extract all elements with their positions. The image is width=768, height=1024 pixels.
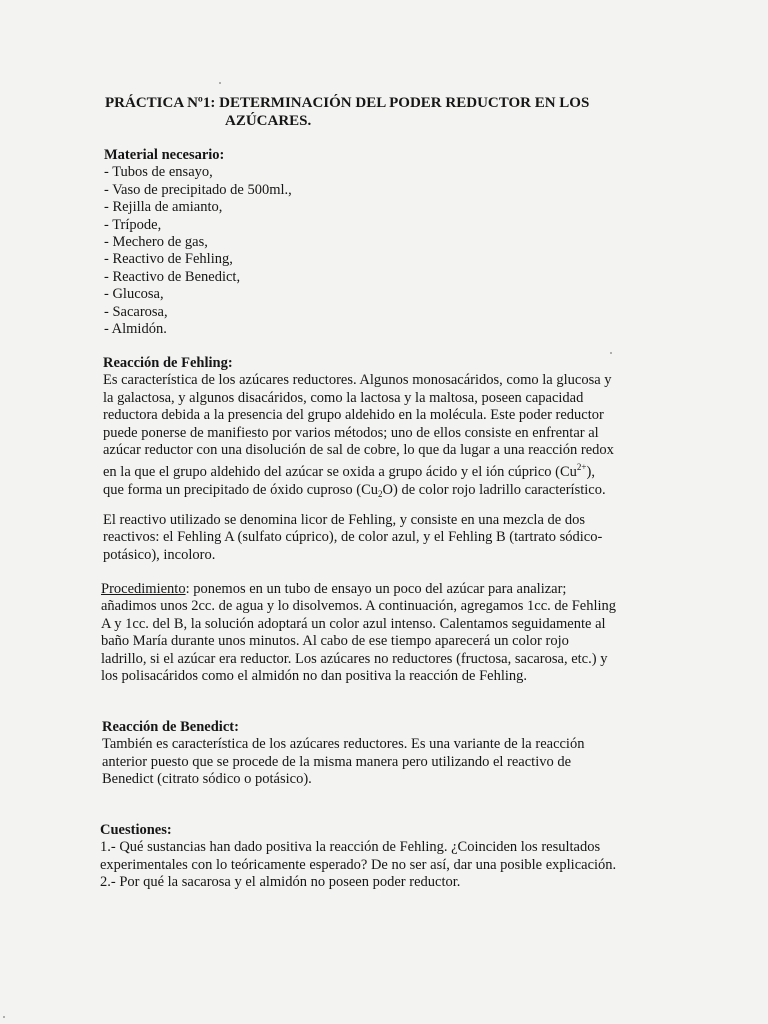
paragraph-line [103, 482, 614, 503]
material-heading: Material necesario: [104, 147, 225, 163]
material-section [104, 147, 292, 338]
title-line-2: AZÚCARES. [225, 113, 312, 129]
scan-speck [610, 352, 612, 354]
fehling-heading: Reacción de Fehling: [103, 355, 233, 371]
question-line: 1.- Qué sustancias han dado positiva la reacción de Fehling. ¿Coinciden los resultados [100, 839, 601, 856]
fehling-reagent-paragraph [103, 512, 602, 564]
paragraph-line: También es característica de los azúcares reductores. Es una variante de la reacción [102, 736, 585, 753]
scan-speck [219, 82, 221, 84]
text-fragment: O) de color rojo ladrillo característico. [382, 481, 606, 498]
material-item: - Vaso de precipitado de 500ml., [104, 181, 292, 198]
material-item: - Tubos de ensayo, [104, 164, 213, 181]
paragraph-line: baño María durante unos minutos. Al cabo de ese tiempo aparecerá un color rojo [101, 633, 569, 650]
questions-heading: Cuestiones: [100, 822, 172, 838]
material-item: - Glucosa, [104, 286, 164, 303]
paragraph-line [103, 459, 614, 481]
question-line: 2.- Por qué la sacarosa y el almidón no poseen poder reductor. [100, 874, 461, 891]
subscript: 2 [378, 488, 383, 499]
material-item: - Almidón. [104, 321, 167, 338]
paragraph-line: Es característica de los azúcares reductores. Algunos monosacáridos, como la glucosa y [103, 372, 612, 389]
question-line: experimentales con lo teóricamente esperado? De no ser así, dar una posible explicación. [100, 856, 617, 873]
paragraph-line: ladrillo, si el azúcar era reductor. Los azúcares no reductores (fructosa, sacarosa, etc.) y [101, 650, 608, 667]
procedure-section [101, 581, 616, 685]
material-item: - Sacarosa, [104, 303, 168, 320]
paragraph-line: azúcar reductor con una disolución de sal de cobre, lo que da lugar a una reacción redox [103, 442, 614, 459]
paragraph-line: anterior puesto que se procede de la misma manera pero utilizando el reactivo de [102, 753, 572, 770]
material-item: - Mechero de gas, [104, 234, 208, 251]
paragraph-line: Benedict (citrato sódico o potásico). [102, 771, 312, 788]
questions-section [100, 822, 616, 892]
material-item: - Reactivo de Fehling, [104, 251, 233, 268]
paragraph-line: potásico), incoloro. [103, 546, 216, 563]
text-fragment: en la que el grupo aldehido del azúcar se oxida a grupo ácido y el ión cúprico (Cu [103, 464, 577, 481]
page-title-line-2 [225, 112, 311, 130]
superscript: 2+ [576, 462, 587, 473]
material-item: - Reactivo de Benedict, [104, 268, 241, 285]
fehling-section [103, 355, 614, 503]
paragraph-line: los polisacáridos como el almidón no dan positiva la reacción de Fehling. [101, 668, 528, 685]
material-item: - Trípode, [104, 216, 162, 233]
paragraph-line [101, 581, 616, 598]
paragraph-line: añadimos unos 2cc. de agua y lo disolvemos. A continuación, agregamos 1cc. de Fehling [101, 598, 617, 615]
scan-speck [3, 1016, 5, 1018]
paragraph-line: El reactivo utilizado se denomina licor de Fehling, y consiste en una mezcla de dos [103, 512, 585, 528]
material-item: - Rejilla de amianto, [104, 199, 223, 216]
benedict-section [102, 719, 584, 789]
text-fragment: que forma un precipitado de óxido cuproso (Cu [103, 481, 379, 498]
paragraph-line: A y 1cc. del B, la solución adoptará un color azul intenso. Calentamos seguidamente al [101, 615, 606, 632]
paragraph-line: puede ponerse de manifiesto por varios métodos; uno de ellos consiste en enfrentar al [103, 424, 599, 441]
text-fragment: ), [586, 464, 595, 481]
page-title [105, 94, 589, 112]
procedure-label: Procedimiento [101, 581, 186, 597]
benedict-heading: Reacción de Benedict: [102, 719, 239, 735]
paragraph-line: la galactosa, y algunos disacáridos, como la lactosa y la maltosa, poseen capacidad [103, 389, 584, 406]
paragraph-line: reactivos: el Fehling A (sulfato cúprico), de color azul, y el Fehling B (tartrato sódico- [103, 529, 603, 546]
text-fragment: : ponemos en un tubo de ensayo un poco del azúcar para analizar; [185, 581, 567, 597]
paragraph-line: reductora debida a la presencia del grupo aldehido en la molécula. Este poder reductor [103, 407, 604, 424]
title-line-1: PRÁCTICA Nº1: DETERMINACIÓN DEL PODER REDUCTOR EN LOS [105, 95, 590, 111]
